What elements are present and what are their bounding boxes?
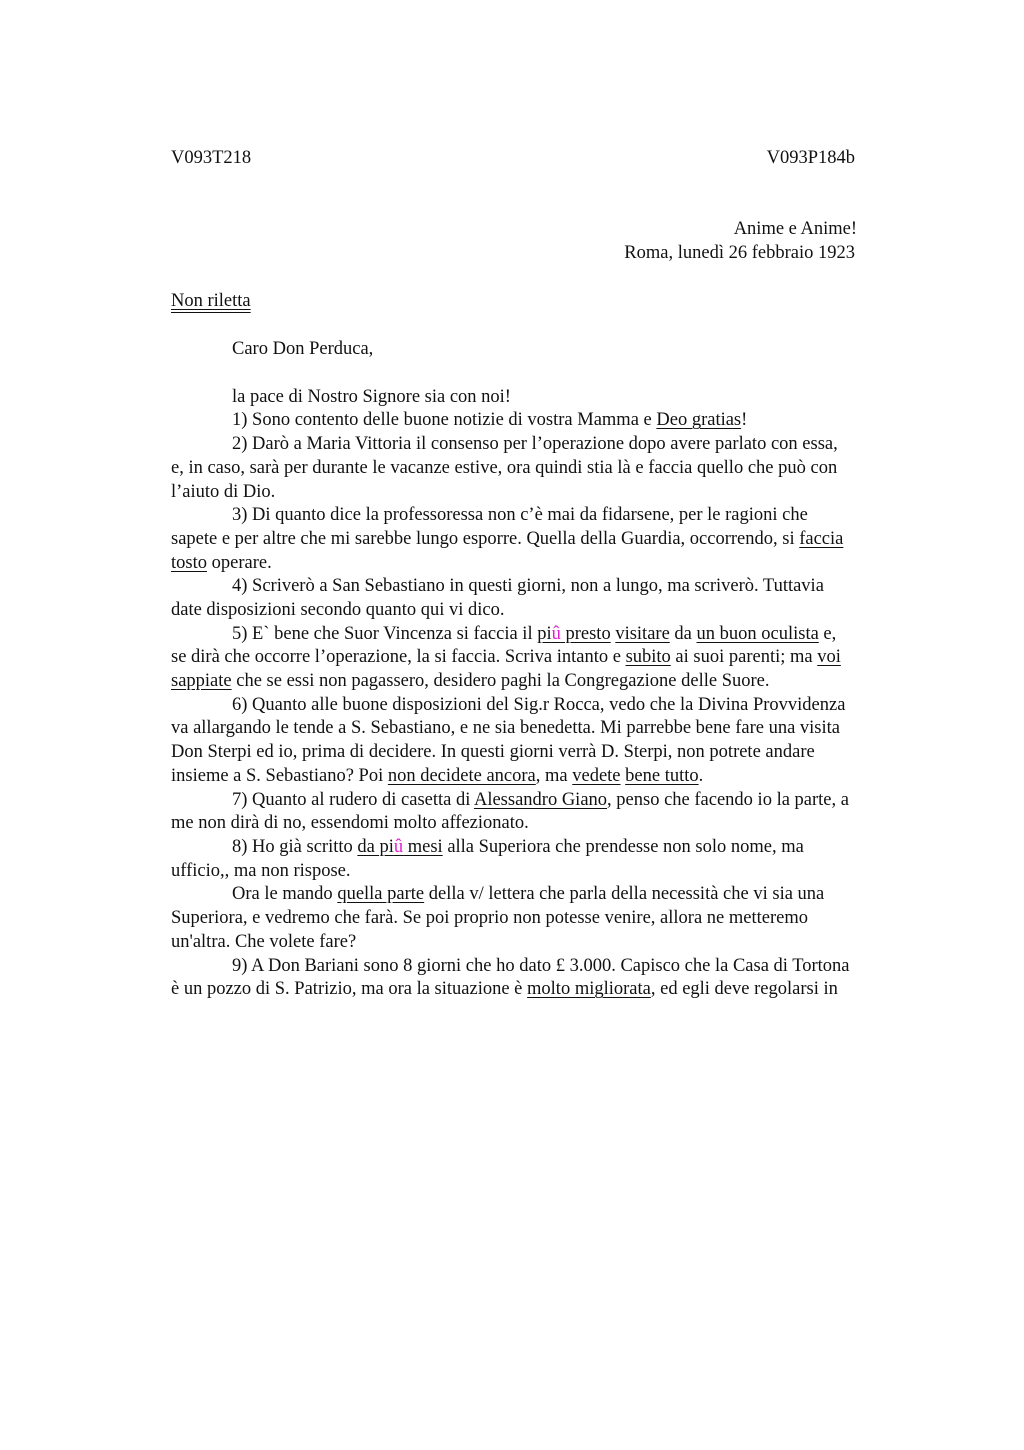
paragraph-7-line-1: 7) Quanto al rudero di casetta di Alessandro Giano, penso che facendo io la parte, a bbox=[232, 790, 849, 810]
note-unread: Non riletta bbox=[171, 291, 251, 311]
document-code-left: V093T218 bbox=[171, 148, 252, 168]
paragraph-1: 1) Sono contento delle buone notizie di vostra Mamma e Deo gratias! bbox=[232, 410, 748, 430]
paragraph-6-line-1: 6) Quanto alle buone disposizioni del Sig.r Rocca, vedo che la Divina Provvidenza bbox=[232, 695, 846, 715]
paragraph-2-line-2: e, in caso, sarà per durante le vacanze estive, ora quindi stia là e faccia quello che può con bbox=[171, 458, 838, 478]
greeting: la pace di Nostro Signore sia con noi! bbox=[232, 387, 511, 407]
paragraph-5-line-1: 5) E` bene che Suor Vincenza si faccia il piû presto visitare da un buon oculista e, bbox=[232, 624, 837, 644]
paragraph-3-line-1: 3) Di quanto dice la professoressa non c’è mai da fidarsene, per le ragioni che bbox=[232, 505, 808, 525]
document-code-right: V093P184b bbox=[766, 148, 855, 168]
paragraph-6-line-4: insieme a S. Sebastiano? Poi non decidete ancora, ma vedete bene tutto. bbox=[171, 766, 704, 786]
paragraph-6-line-2: va allargando le tende a S. Sebastiano, e ne sia benedetta. Mi parrebbe bene fare una visita bbox=[171, 718, 840, 738]
paragraph-8b-line-1: Ora le mando quella parte della v/ lettera che parla della necessità che vi sia una bbox=[232, 884, 825, 904]
paragraph-8-line-1: 8) Ho già scritto da piû mesi alla Superiora che prendesse non solo nome, ma bbox=[232, 837, 804, 857]
paragraph-9-line-2: è un pozzo di S. Patrizio, ma ora la situazione è molto migliorata, ed egli deve regolarsi in bbox=[171, 979, 838, 999]
paragraph-3-line-3: tosto operare. bbox=[171, 553, 272, 573]
salutation: Caro Don Perduca, bbox=[232, 339, 374, 359]
paragraph-6-line-3: Don Sterpi ed io, prima di decidere. In questi giorni verrà D. Sterpi, non potrete andare bbox=[171, 742, 815, 762]
paragraph-8-line-2: ufficio,, ma non rispose. bbox=[171, 861, 351, 881]
paragraph-8b-line-2: Superiora, e vedremo che farà. Se poi proprio non potesse venire, allora ne metteremo bbox=[171, 908, 808, 928]
paragraph-5-line-3: sappiate che se essi non pagassero, desidero paghi la Congregazione delle Suore. bbox=[171, 671, 770, 691]
paragraph-4-line-1: 4) Scriverò a San Sebastiano in questi giorni, non a lungo, ma scriverò. Tuttavia bbox=[232, 576, 824, 596]
paragraph-4-line-2: date disposizioni secondo quanto qui vi dico. bbox=[171, 600, 505, 620]
paragraph-8b-line-3: un'altra. Che volete fare? bbox=[171, 932, 357, 952]
paragraph-5-line-2: se dirà che occorre l’operazione, la si faccia. Scriva intanto e subito ai suoi parenti; ma voi bbox=[171, 647, 841, 667]
paragraph-2-line-3: l’aiuto di Dio. bbox=[171, 482, 276, 502]
paragraph-2-line-1: 2) Darò a Maria Vittoria il consenso per l’operazione dopo avere parlato con essa, bbox=[232, 434, 838, 454]
motto: Anime e Anime! bbox=[733, 219, 857, 239]
paragraph-7-line-2: me non dirà di no, essendomi molto affezionato. bbox=[171, 813, 529, 833]
place-date: Roma, lunedì 26 febbraio 1923 bbox=[624, 243, 855, 263]
paragraph-3-line-2: sapete e per altre che mi sarebbe lungo esporre. Quella della Guardia, occorrendo, si faccia bbox=[171, 529, 844, 549]
paragraph-9-line-1: 9) A Don Bariani sono 8 giorni che ho dato £ 3.000. Capisco che la Casa di Tortona bbox=[232, 956, 850, 976]
